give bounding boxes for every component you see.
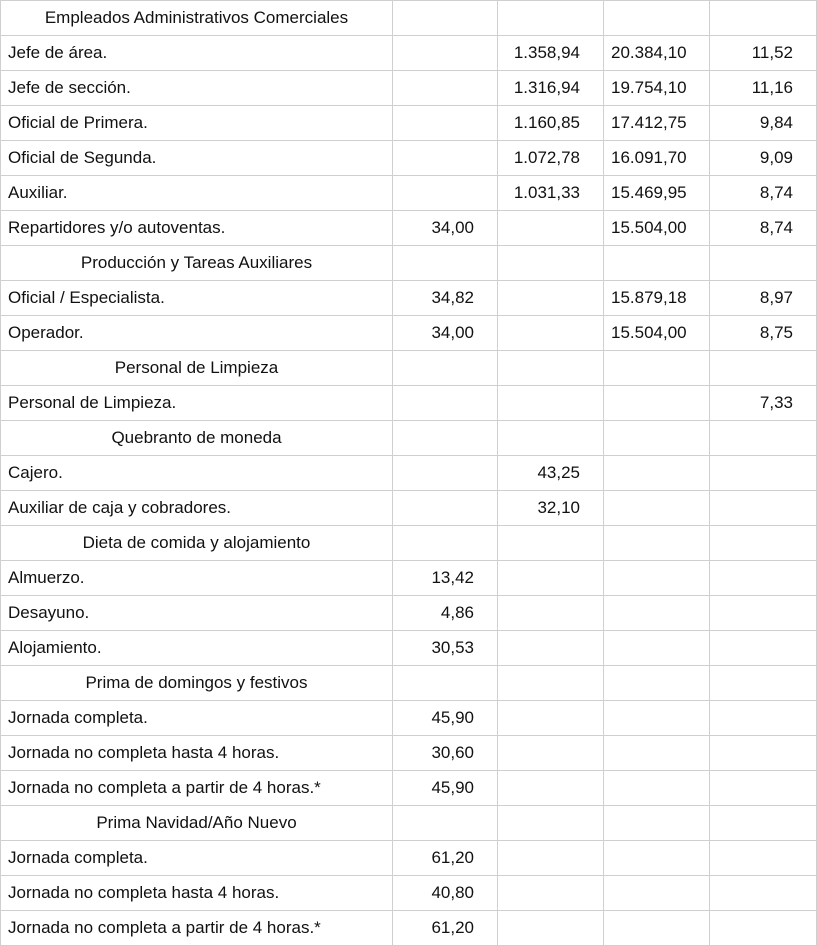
table-row	[1, 36, 817, 71]
row-label: Oficial / Especialista.	[1, 281, 393, 316]
value-cell-col-3	[604, 841, 710, 876]
value-cell-col-1	[393, 386, 498, 421]
row-label: Jefe de área.	[1, 36, 393, 71]
table-row	[1, 631, 817, 666]
value-cell-col-4: 8,97	[710, 281, 817, 316]
row-label: Cajero.	[1, 456, 393, 491]
section-header-row	[1, 526, 817, 561]
value-cell-col-3	[604, 771, 710, 806]
value-cell-col-1	[393, 526, 498, 561]
value-cell-col-4	[710, 841, 817, 876]
row-label: Jornada no completa hasta 4 horas.	[1, 736, 393, 771]
value-cell-col-3	[604, 351, 710, 386]
table-body	[1, 1, 817, 946]
value-cell-col-1	[393, 36, 498, 71]
value-cell-col-4	[710, 631, 817, 666]
table-row	[1, 176, 817, 211]
section-header-row	[1, 806, 817, 841]
row-label: Jornada completa.	[1, 701, 393, 736]
row-label: Oficial de Primera.	[1, 106, 393, 141]
value-cell-col-3	[604, 876, 710, 911]
value-cell-col-2: 1.072,78	[498, 141, 604, 176]
value-cell-col-1	[393, 141, 498, 176]
value-cell-col-2	[498, 736, 604, 771]
table-row	[1, 701, 817, 736]
row-label: Jornada no completa a partir de 4 horas.*	[1, 771, 393, 806]
value-cell-col-4	[710, 771, 817, 806]
value-cell-col-1: 30,53	[393, 631, 498, 666]
value-cell-col-4	[710, 421, 817, 456]
table-row	[1, 211, 817, 246]
section-title: Prima de domingos y festivos	[1, 666, 393, 701]
row-label: Jefe de sección.	[1, 71, 393, 106]
value-cell-col-1	[393, 106, 498, 141]
value-cell-col-3: 15.504,00	[604, 316, 710, 351]
value-cell-col-4	[710, 351, 817, 386]
value-cell-col-4	[710, 246, 817, 281]
value-cell-col-1	[393, 176, 498, 211]
value-cell-col-4	[710, 701, 817, 736]
value-cell-col-2	[498, 316, 604, 351]
value-cell-col-3	[604, 386, 710, 421]
value-cell-col-4: 11,16	[710, 71, 817, 106]
value-cell-col-1	[393, 351, 498, 386]
value-cell-col-4	[710, 491, 817, 526]
value-cell-col-4	[710, 876, 817, 911]
section-header-row	[1, 246, 817, 281]
value-cell-col-1: 34,00	[393, 316, 498, 351]
value-cell-col-1	[393, 491, 498, 526]
value-cell-col-1	[393, 421, 498, 456]
value-cell-col-2	[498, 351, 604, 386]
value-cell-col-4: 8,74	[710, 176, 817, 211]
value-cell-col-4	[710, 1, 817, 36]
section-header-row	[1, 421, 817, 456]
value-cell-col-3	[604, 456, 710, 491]
value-cell-col-2	[498, 666, 604, 701]
value-cell-col-2: 1.358,94	[498, 36, 604, 71]
row-label: Jornada no completa a partir de 4 horas.*	[1, 911, 393, 946]
value-cell-col-3: 15.504,00	[604, 211, 710, 246]
row-label: Auxiliar de caja y cobradores.	[1, 491, 393, 526]
value-cell-col-3	[604, 701, 710, 736]
value-cell-col-4	[710, 806, 817, 841]
value-cell-col-3	[604, 421, 710, 456]
value-cell-col-1	[393, 456, 498, 491]
row-label: Auxiliar.	[1, 176, 393, 211]
table-row	[1, 596, 817, 631]
value-cell-col-3: 15.879,18	[604, 281, 710, 316]
value-cell-col-2	[498, 911, 604, 946]
value-cell-col-1: 61,20	[393, 841, 498, 876]
value-cell-col-2	[498, 386, 604, 421]
value-cell-col-2: 1.316,94	[498, 71, 604, 106]
value-cell-col-3: 19.754,10	[604, 71, 710, 106]
table-row	[1, 106, 817, 141]
value-cell-col-3	[604, 1, 710, 36]
value-cell-col-1	[393, 666, 498, 701]
value-cell-col-4	[710, 911, 817, 946]
value-cell-col-2	[498, 526, 604, 561]
value-cell-col-3	[604, 631, 710, 666]
value-cell-col-1	[393, 246, 498, 281]
table-row	[1, 876, 817, 911]
value-cell-col-4: 9,09	[710, 141, 817, 176]
value-cell-col-1: 40,80	[393, 876, 498, 911]
value-cell-col-3: 20.384,10	[604, 36, 710, 71]
value-cell-col-4: 8,74	[710, 211, 817, 246]
table-row	[1, 736, 817, 771]
value-cell-col-1: 13,42	[393, 561, 498, 596]
table-row	[1, 841, 817, 876]
value-cell-col-3	[604, 491, 710, 526]
table-row	[1, 911, 817, 946]
value-cell-col-3	[604, 666, 710, 701]
value-cell-col-2	[498, 631, 604, 666]
table-row	[1, 386, 817, 421]
value-cell-col-2: 1.160,85	[498, 106, 604, 141]
value-cell-col-2	[498, 561, 604, 596]
table-row	[1, 491, 817, 526]
value-cell-col-1: 45,90	[393, 771, 498, 806]
value-cell-col-3	[604, 246, 710, 281]
value-cell-col-3: 15.469,95	[604, 176, 710, 211]
table-row	[1, 771, 817, 806]
table-row	[1, 281, 817, 316]
table-row	[1, 141, 817, 176]
section-title: Quebranto de moneda	[1, 421, 393, 456]
value-cell-col-3: 17.412,75	[604, 106, 710, 141]
value-cell-col-2	[498, 876, 604, 911]
value-cell-col-2	[498, 701, 604, 736]
value-cell-col-1: 61,20	[393, 911, 498, 946]
value-cell-col-2	[498, 421, 604, 456]
value-cell-col-3: 16.091,70	[604, 141, 710, 176]
value-cell-col-4: 8,75	[710, 316, 817, 351]
value-cell-col-2: 1.031,33	[498, 176, 604, 211]
value-cell-col-3	[604, 561, 710, 596]
table-row	[1, 71, 817, 106]
value-cell-col-4	[710, 736, 817, 771]
section-title: Personal de Limpieza	[1, 351, 393, 386]
value-cell-col-4: 11,52	[710, 36, 817, 71]
section-title: Dieta de comida y alojamiento	[1, 526, 393, 561]
value-cell-col-1: 30,60	[393, 736, 498, 771]
value-cell-col-4	[710, 596, 817, 631]
value-cell-col-2	[498, 841, 604, 876]
row-label: Alojamiento.	[1, 631, 393, 666]
value-cell-col-2	[498, 596, 604, 631]
row-label: Oficial de Segunda.	[1, 141, 393, 176]
section-header-row	[1, 351, 817, 386]
row-label: Repartidores y/o autoventas.	[1, 211, 393, 246]
value-cell-col-4: 9,84	[710, 106, 817, 141]
value-cell-col-1	[393, 71, 498, 106]
value-cell-col-1: 34,00	[393, 211, 498, 246]
value-cell-col-2	[498, 1, 604, 36]
row-label: Desayuno.	[1, 596, 393, 631]
section-header-row	[1, 666, 817, 701]
section-header-row	[1, 1, 817, 36]
value-cell-col-2	[498, 806, 604, 841]
value-cell-col-4	[710, 666, 817, 701]
table-row	[1, 456, 817, 491]
value-cell-col-1: 34,82	[393, 281, 498, 316]
value-cell-col-4	[710, 456, 817, 491]
value-cell-col-3	[604, 596, 710, 631]
value-cell-col-3	[604, 911, 710, 946]
value-cell-col-3	[604, 806, 710, 841]
value-cell-col-4	[710, 526, 817, 561]
value-cell-col-3	[604, 736, 710, 771]
value-cell-col-1	[393, 806, 498, 841]
row-label: Personal de Limpieza.	[1, 386, 393, 421]
value-cell-col-1	[393, 1, 498, 36]
value-cell-col-3	[604, 526, 710, 561]
section-title: Empleados Administrativos Comerciales	[1, 1, 393, 36]
section-title: Prima Navidad/Año Nuevo	[1, 806, 393, 841]
table-row	[1, 316, 817, 351]
row-label: Jornada no completa hasta 4 horas.	[1, 876, 393, 911]
section-title: Producción y Tareas Auxiliares	[1, 246, 393, 281]
value-cell-col-4	[710, 561, 817, 596]
row-label: Almuerzo.	[1, 561, 393, 596]
row-label: Jornada completa.	[1, 841, 393, 876]
value-cell-col-2	[498, 281, 604, 316]
value-cell-col-2: 43,25	[498, 456, 604, 491]
value-cell-col-2	[498, 246, 604, 281]
value-cell-col-1: 45,90	[393, 701, 498, 736]
value-cell-col-2	[498, 771, 604, 806]
row-label: Operador.	[1, 316, 393, 351]
table-row	[1, 561, 817, 596]
value-cell-col-4: 7,33	[710, 386, 817, 421]
value-cell-col-2: 32,10	[498, 491, 604, 526]
value-cell-col-2	[498, 211, 604, 246]
value-cell-col-1: 4,86	[393, 596, 498, 631]
